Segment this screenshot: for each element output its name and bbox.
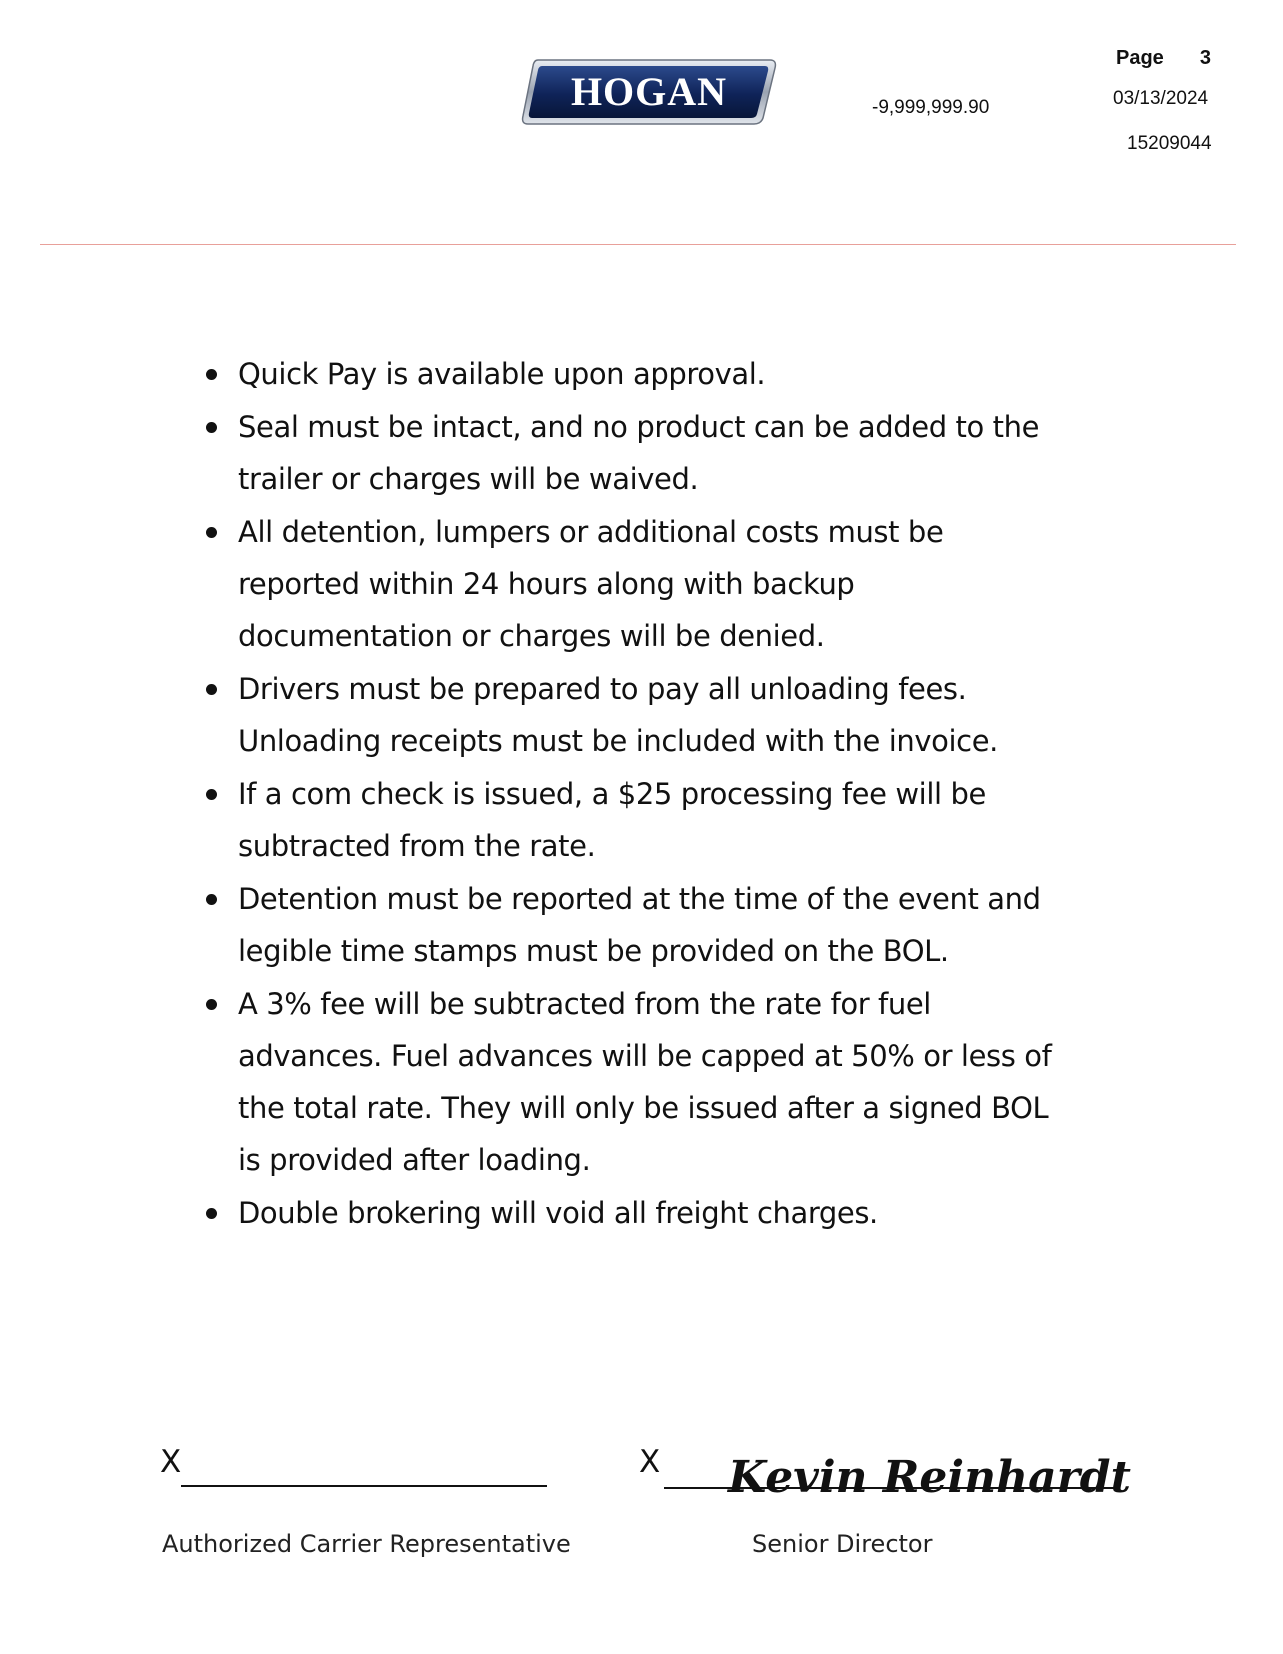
term-item	[200, 768, 1200, 872]
term-item	[200, 663, 1200, 767]
term-item	[200, 348, 1200, 400]
hogan-logo	[520, 58, 778, 126]
term-item	[200, 1187, 1200, 1239]
carrier-signature-mark: X	[160, 1444, 182, 1480]
bullet-icon	[206, 999, 217, 1010]
header-amount: -9,999,999.90	[872, 97, 990, 118]
bullet-icon	[206, 684, 217, 695]
term-line: All detention, lumpers or additional costs must be	[238, 515, 944, 549]
header-divider	[40, 244, 1236, 245]
terms-list	[200, 348, 1200, 1240]
term-line: Detention must be reported at the time of the event and	[238, 882, 1041, 916]
page-number: 3	[1199, 47, 1211, 69]
svg-text:HOGAN: HOGAN	[570, 69, 728, 114]
director-signature-label: Senior Director	[752, 1530, 933, 1558]
term-line: is provided after loading.	[238, 1143, 591, 1177]
bullet-icon	[206, 527, 217, 538]
term-line: documentation or charges will be denied.	[238, 619, 825, 653]
bullet-icon	[206, 422, 217, 433]
bullet-icon	[206, 894, 217, 905]
carrier-signature-label: Authorized Carrier Representative	[162, 1530, 571, 1558]
term-line: advances. Fuel advances will be capped at 50% or less of	[238, 1039, 1052, 1073]
term-line: If a com check is issued, a $25 processing fee will be	[238, 777, 986, 811]
term-line: the total rate. They will only be issued after a signed BOL	[238, 1091, 1049, 1125]
term-line: Seal must be intact, and no product can be added to the	[238, 410, 1040, 444]
term-item	[200, 401, 1200, 505]
bullet-icon	[206, 369, 217, 380]
bullet-icon	[206, 789, 217, 800]
director-signature-line	[664, 1487, 1116, 1489]
bullet-icon	[206, 1208, 217, 1219]
term-line: reported within 24 hours along with backup	[238, 567, 855, 601]
term-line: Unloading receipts must be included with the invoice.	[238, 724, 998, 758]
term-line: legible time stamps must be provided on the BOL.	[238, 934, 949, 968]
document-id: 15209044	[1127, 133, 1212, 154]
term-item	[200, 873, 1200, 977]
term-line: trailer or charges will be waived.	[238, 462, 699, 496]
term-line: Quick Pay is available upon approval.	[238, 357, 766, 391]
director-handwritten-signature	[728, 1444, 1131, 1508]
term-line: A 3% fee will be subtracted from the rate for fuel	[238, 987, 931, 1021]
page-indicator	[1116, 47, 1211, 70]
document-date: 03/13/2024	[1113, 88, 1209, 109]
page-label: Page	[1116, 47, 1164, 69]
term-item	[200, 506, 1200, 662]
term-line: Double brokering will void all freight charges.	[238, 1196, 878, 1230]
svg-text:Kevin Reinhardt: Kevin Reinhardt	[728, 1452, 1131, 1503]
director-signature-mark: X	[639, 1444, 661, 1480]
carrier-signature-line	[181, 1485, 547, 1487]
term-line: subtracted from the rate.	[238, 829, 596, 863]
term-line: Drivers must be prepared to pay all unloading fees.	[238, 672, 967, 706]
term-item	[200, 978, 1200, 1186]
